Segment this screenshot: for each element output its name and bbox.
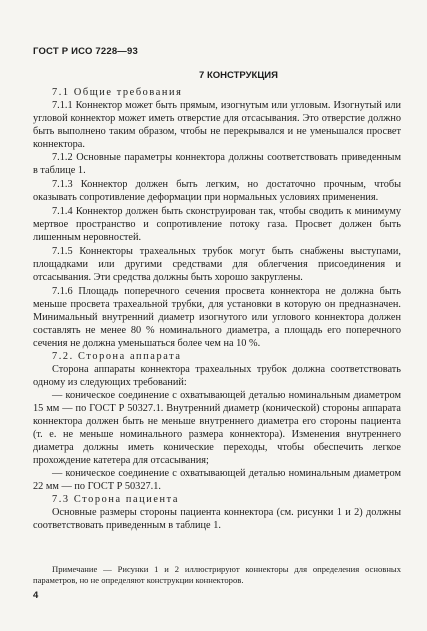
subsection-heading-7-1: 7.1 Общие требования [52,87,183,98]
paragraph-7-1-2: 7.1.2 Основные параметры коннектора должны соответствовать приведенным в таблице 1. [33,152,401,176]
paragraph-7-2-item-1: — коническое соединение с охватывающей деталью номинальным диаметром 15 мм — по ГОСТ Р 50327.1. Внутренний диаметр (конической) стороны аппарата коннектора должен быть не меньше внутреннего диаметра его стороны пациента (т. е. не меньше номинального размера коннектора). Изменения внутреннего диаметра должны иметь конические переходы, чтобы обеспечить легкое прохождение катетера для отсасывания; [33,390,401,466]
paragraph-7-1-3: 7.1.3 Коннектор должен быть легким, но достаточно прочным, чтобы оказывать сопротивление деформации при нормальных условиях применения. [33,179,401,203]
subsection-heading-7-3: 7.3 Сторона пациента [52,494,180,505]
standard-header: ГОСТ Р ИСО 7228—93 [33,46,138,57]
paragraph-7-1-1: 7.1.1 Коннектор может быть прямым, изогнутым или угловым. Изогнутый или угловой коннектор может иметь отверстие для отсасывания. Это отверстие должно быть выполнено таким образом, чтобы не перекрывался и не уменьшался просвет коннектора. [33,100,401,150]
note: Примечание — Рисунки 1 и 2 иллюстрируют коннекторы для определения основных параметров, но не определяют конструкции коннекторов. [33,564,401,585]
paragraph-7-1-4: 7.1.4 Коннектор должен быть сконструирован так, чтобы сводить к минимуму мертвое пространство и сопротивление потоку газа. Просвет должен быть лишенным неровностей. [33,206,401,243]
page-number: 4 [33,590,39,601]
paragraph-7-1-5: 7.1.5 Коннекторы трахеальных трубок могут быть снабжены выступами, площадками или другими средствами для облегчения присоединения и отсасывания. Эти средства должны быть хорошо закруглены. [33,246,401,283]
body-text [33,86,401,532]
paragraph-7-2-item-2: — коническое соединение с охватывающей деталью номинальным диаметром 22 мм — по ГОСТ Р 50327.1. [33,468,401,492]
paragraph-7-2-intro: Сторона аппараты коннектора трахеальных трубок должна соответствовать одному из следующих требований: [33,364,401,388]
subsection-heading-7-2: 7.2. Сторона аппарата [52,351,182,362]
paragraph-7-1-6: 7.1.6 Площадь поперечного сечения просвета коннектора не должна быть меньше просвета трахеальной трубки, для установки в которую он предназначен. Минимальный внутренний диаметр изогнутого или углового коннектора должен составлять не менее 80 % номинального диаметра, а площадь его поперечного сечения не должна уменьшаться более чем на 10 %. [33,286,401,349]
section-title: 7 КОНСТРУКЦИЯ [199,70,278,81]
paragraph-7-3: Основные размеры стороны пациента коннектора (см. рисунки 1 и 2) должны соответствовать приведенным в таблице 1. [33,507,401,531]
